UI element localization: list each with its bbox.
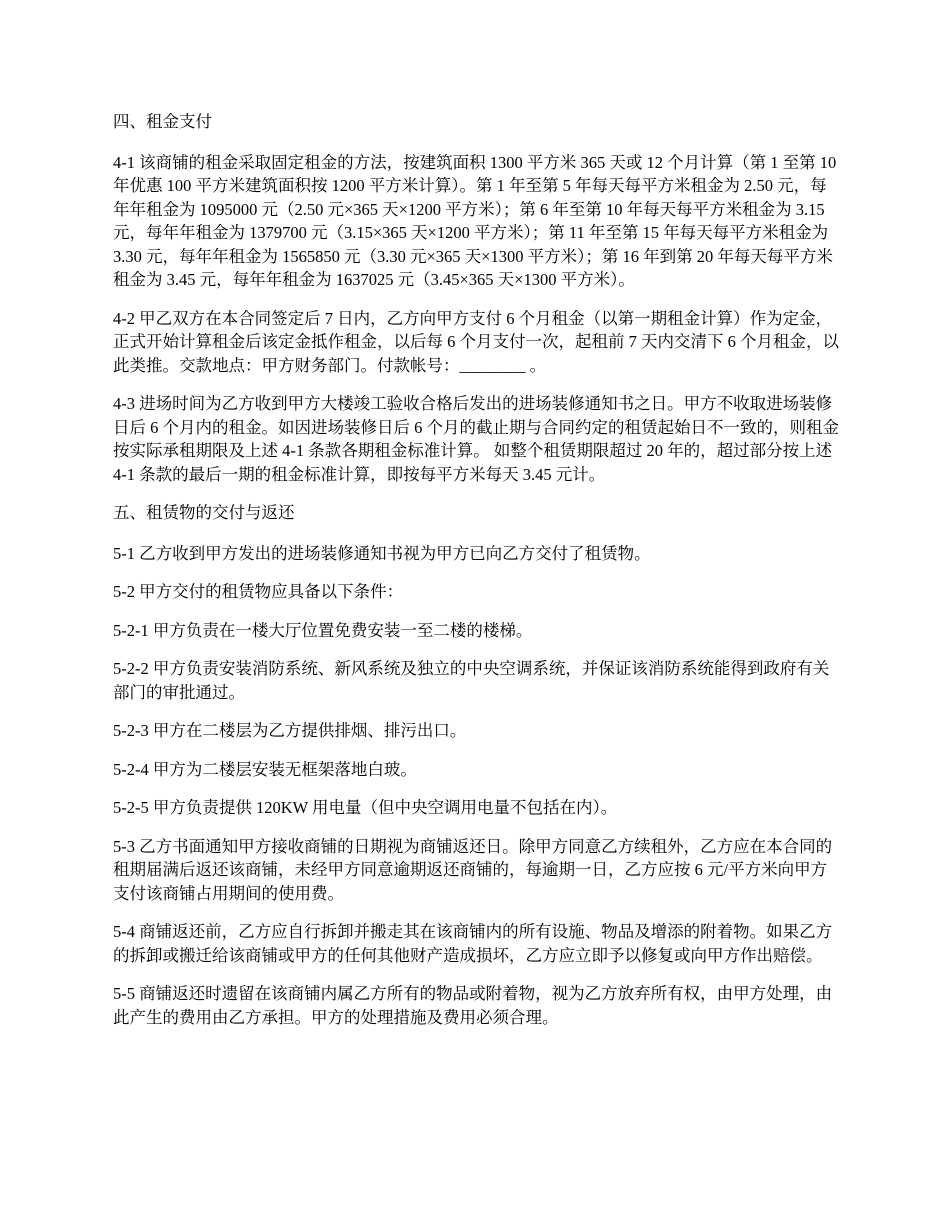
section-heading-rent-payment: 四、租金支付	[113, 112, 212, 131]
clause-4-2: 4-2 甲乙双方在本合同签定后 7 日内，乙方向甲方支付 6 个月租金（以第一期租金计算）作为定金，正式开始计算租金后该定金抵作租金，以后每 6 个月支付一次，起租前 7 天内交清下 6 个月租金，以此类推。交款地点：甲方财务部门。付款帐号：________ 。	[113, 308, 839, 375]
clause-4-3: 4-3 进场时间为乙方收到甲方大楼竣工验收合格后发出的进场装修通知书之日。甲方不收取进场装修日后 6 个月内的租金。如因进场装修日后 6 个月的截止期与合同约定的租赁起始日不一致的，则租金按实际承租期限及上述 4-1 条款各期租金标准计算。 如整个租赁期限超过 20 年的，超过部分按上述 4-1 条款的最后一期的租金标准计算，即按每平方米每天 3.45 元计。	[113, 394, 839, 484]
clause-5-2-1: 5-2-1 甲方负责在一楼大厅位置免费安装一至二楼的楼梯。	[113, 620, 533, 640]
clause-5-2: 5-2 甲方交付的租赁物应具备以下条件：	[113, 582, 404, 601]
clause-5-5: 5-5 商铺返还时遗留在该商铺内属乙方所有的物品或附着物，视为乙方放弃所有权，由甲方处理，由此产生的费用由乙方承担。甲方的处理措施及费用必须合理。	[113, 984, 833, 1027]
clause-5-2-5: 5-2-5 甲方负责提供 120KW 用电量（但中央空调用电量不包括在内）。	[113, 798, 618, 817]
clause-5-2-4: 5-2-4 甲方为二楼层安装无框架落地白玻。	[113, 759, 417, 779]
clause-5-3: 5-3 乙方书面通知甲方接收商铺的日期视为商铺返还日。除甲方同意乙方续租外，乙方应在本合同的租期届满后返还该商铺，未经甲方同意逾期返还商铺的，每逾期一日，乙方应按 6 元/平方米向甲方支付该商铺占用期间的使用费。	[113, 836, 833, 903]
clause-5-2-3: 5-2-3 甲方在二楼层为乙方提供排烟、排污出口。	[113, 721, 467, 740]
document-page	[113, 110, 843, 1044]
section-heading-delivery-return: 五、租赁物的交付与返还	[113, 503, 295, 522]
clause-5-2-2: 5-2-2 甲方负责安装消防系统、新风系统及独立的中央空调系统，并保证该消防系统能得到政府有关部门的审批通过。	[113, 659, 830, 702]
clause-5-1: 5-1 乙方收到甲方发出的进场装修通知书视为甲方已向乙方交付了租赁物。	[113, 543, 651, 563]
clause-4-1: 4-1 该商铺的租金采取固定租金的方法，按建筑面积 1300 平方米 365 天或 12 个月计算（第 1 至第 10 年优惠 100 平方米建筑面积按 1200 平方米计算）。第 1 年至第 5 年每天每平方米租金为 2.50 元，每年年租金为 1095000 元（2.50 元×365 天×1200 平方米）；第 6 年至第 10 年每天每平方米租金为 3.15 元，每年年租金为 1379700 元（3.15×365 天×1200 平方米）；第 11 年至第 15 年每天每平方米租金为 3.30 元，每年年租金为 1565850 元（3.30 元×365 天×1300 平方米）；第 16 年到第 20 年每天每平方米租金为 3.45 元，每年年租金为 1637025 元（3.45×365 天×1300 平方米）。	[113, 152, 837, 289]
clause-5-4: 5-4 商铺返还前，乙方应自行拆卸并搬走其在该商铺内的所有设施、物品及增添的附着物。如果乙方的拆卸或搬迁给该商铺或甲方的任何其他财产造成损坏，乙方应立即予以修复或向甲方作出赔偿。	[113, 922, 833, 965]
